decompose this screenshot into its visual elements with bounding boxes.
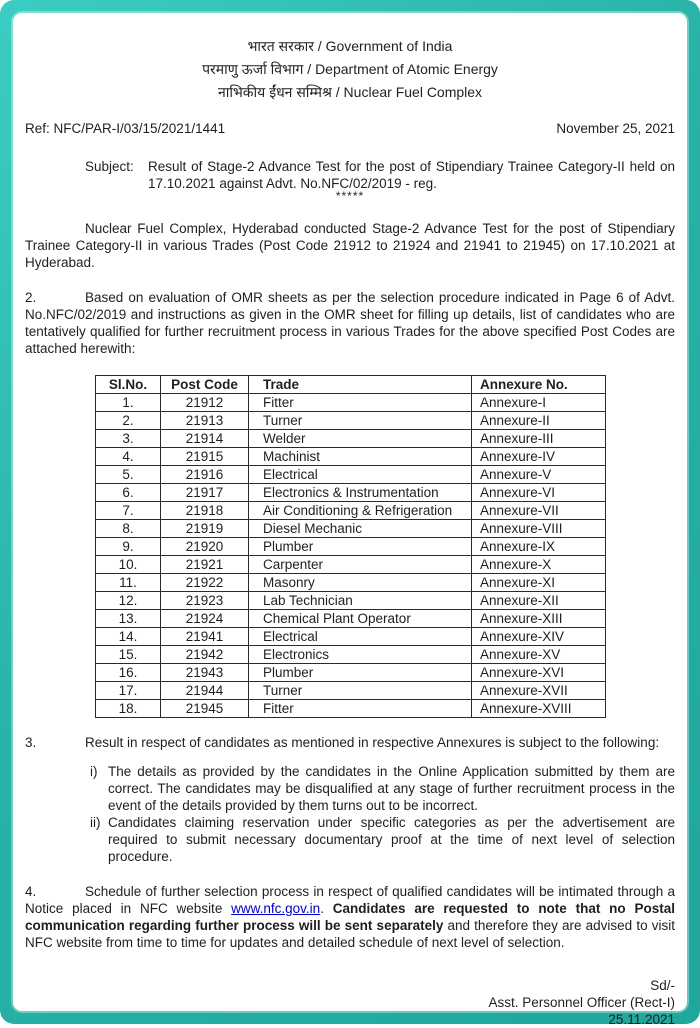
subject-label: Subject: — [85, 159, 134, 174]
ref-row — [25, 120, 675, 137]
table-cell: Annexure-XIII — [472, 610, 606, 628]
condition-marker-i: i) — [90, 764, 98, 779]
paragraph-3-text: Result in respect of candidates as mentioned in respective Annexures is subject to the following: — [85, 735, 660, 750]
table-cell: 9. — [96, 538, 161, 556]
paragraph-4-bold-text: Candidates are requested to note that no Postal communication regarding further process will be sent separately — [25, 901, 675, 933]
signature-designation: Asst. Personnel Officer (Rect-I) — [488, 995, 675, 1010]
letter-date: November 25, 2021 — [556, 121, 675, 136]
table-row — [96, 646, 606, 664]
table-cell: Annexure-I — [472, 394, 606, 412]
table-cell: 14. — [96, 628, 161, 646]
paragraph-3 — [25, 734, 675, 751]
table-cell: Annexure-X — [472, 556, 606, 574]
table-cell: 4. — [96, 448, 161, 466]
paragraph-1: Nuclear Fuel Complex, Hyderabad conducted Stage-2 Advance Test for the post of Stipendiary Trainee Category-II in various Trades (Post Code 21912 to 21924 and 21941 to 21945) on 17.10.2021 at Hyderabad. — [25, 221, 675, 270]
table-cell: Plumber — [249, 538, 472, 556]
annexure-table — [95, 375, 606, 718]
table-row — [96, 394, 606, 412]
table-cell: 10. — [96, 556, 161, 574]
column-header-slno: Sl.No. — [96, 376, 161, 394]
table-cell: 1. — [96, 394, 161, 412]
table-cell: Annexure-XVIII — [472, 700, 606, 718]
condition-text-ii: Candidates claiming reservation under specific categories as per the advertisement are required to submit necessary documentary proof at the time of next level of selection procedure. — [108, 815, 675, 864]
table-cell: 21912 — [161, 394, 249, 412]
table-cell: 21945 — [161, 700, 249, 718]
table-cell: 15. — [96, 646, 161, 664]
subject-row — [85, 158, 675, 192]
table-cell: 21924 — [161, 610, 249, 628]
table-cell: 21920 — [161, 538, 249, 556]
paragraph-4-text-2: . — [320, 901, 333, 916]
subject-separator: ***** — [335, 189, 365, 203]
table-cell: Annexure-IX — [472, 538, 606, 556]
paragraph-4-text-1: Schedule of further selection process in respect of qualified candidates will be intimated through a Notice placed in NFC website — [25, 884, 675, 916]
table-cell: 6. — [96, 484, 161, 502]
paragraph-2-number: 2. — [25, 290, 37, 305]
condition-item-i — [90, 763, 675, 814]
table-cell: Fitter — [249, 700, 472, 718]
table-cell: 21919 — [161, 520, 249, 538]
table-cell: 12. — [96, 592, 161, 610]
table-cell: 21942 — [161, 646, 249, 664]
column-header-trade: Trade — [249, 376, 472, 394]
table-cell: Electrical — [249, 466, 472, 484]
table-header-row — [96, 376, 606, 394]
table-cell: 13. — [96, 610, 161, 628]
table-cell: Electronics & Instrumentation — [249, 484, 472, 502]
paragraph-3-number: 3. — [25, 735, 37, 750]
table-row — [96, 592, 606, 610]
letterhead-nuclear-fuel-complex: नाभिकीय ईंधन सम्मिश्र / Nuclear Fuel Complex — [217, 84, 483, 100]
annexure-table-head — [96, 376, 606, 394]
table-cell: 21915 — [161, 448, 249, 466]
table-cell: Fitter — [249, 394, 472, 412]
table-cell: Annexure-II — [472, 412, 606, 430]
document-page — [13, 13, 687, 1027]
table-cell: Masonry — [249, 574, 472, 592]
paragraph-4-text-3: and therefore they are advised to visit NFC website from time to time for updates and detailed schedule of next level of selection. — [25, 918, 675, 950]
table-row — [96, 700, 606, 718]
table-cell: 11. — [96, 574, 161, 592]
letterhead — [25, 35, 675, 104]
paragraph-2 — [25, 289, 675, 357]
table-cell: 21944 — [161, 682, 249, 700]
table-cell: Annexure-VII — [472, 502, 606, 520]
table-cell: Chemical Plant Operator — [249, 610, 472, 628]
table-cell: Annexure-VIII — [472, 520, 606, 538]
table-cell: 21921 — [161, 556, 249, 574]
table-cell: Annexure-III — [472, 430, 606, 448]
table-row — [96, 556, 606, 574]
table-cell: 21943 — [161, 664, 249, 682]
table-cell: Annexure-XV — [472, 646, 606, 664]
table-row — [96, 466, 606, 484]
paragraph-4-number: 4. — [25, 884, 37, 899]
table-cell: Electronics — [249, 646, 472, 664]
table-cell: Plumber — [249, 664, 472, 682]
table-cell: Annexure-XII — [472, 592, 606, 610]
signature-block — [25, 977, 675, 1028]
table-cell: 21914 — [161, 430, 249, 448]
subject-text: Result of Stage-2 Advance Test for the post of Stipendiary Trainee Category-II held on 17.10.2021 against Advt. No.NFC/02/2019 - reg. — [148, 159, 675, 191]
table-row — [96, 574, 606, 592]
table-cell: Annexure-XVI — [472, 664, 606, 682]
table-cell: 3. — [96, 430, 161, 448]
table-cell: Carpenter — [249, 556, 472, 574]
table-cell: Annexure-VI — [472, 484, 606, 502]
table-cell: 21918 — [161, 502, 249, 520]
table-row — [96, 430, 606, 448]
table-cell: Annexure-XVII — [472, 682, 606, 700]
table-cell: Turner — [249, 412, 472, 430]
table-cell: 21923 — [161, 592, 249, 610]
table-cell: 16. — [96, 664, 161, 682]
table-cell: 21916 — [161, 466, 249, 484]
nfc-website-link[interactable]: www.nfc.gov.in — [231, 901, 321, 916]
table-cell: Annexure-V — [472, 466, 606, 484]
table-cell: 21913 — [161, 412, 249, 430]
conditions-list — [25, 763, 675, 865]
table-cell: 8. — [96, 520, 161, 538]
table-cell: Air Conditioning & Refrigeration — [249, 502, 472, 520]
table-row — [96, 538, 606, 556]
annexure-table-body — [96, 394, 606, 718]
condition-item-ii — [90, 814, 675, 865]
table-row — [96, 610, 606, 628]
table-cell: 21922 — [161, 574, 249, 592]
condition-text-i: The details as provided by the candidates in the Online Application submitted by them are correct. The candidates may be disqualified at any stage of further recruitment process in the event of the details provided by them turns out to be incorrect. — [108, 764, 675, 813]
column-header-annexure: Annexure No. — [472, 376, 606, 394]
table-cell: Electrical — [249, 628, 472, 646]
table-cell: 18. — [96, 700, 161, 718]
ref-number: Ref: NFC/PAR-I/03/15/2021/1441 — [25, 121, 226, 136]
signature-sd: Sd/- — [650, 978, 675, 993]
table-cell: Lab Technician — [249, 592, 472, 610]
letterhead-govt-of-india: भारत सरकार / Government of India — [247, 38, 453, 54]
table-cell: Annexure-IV — [472, 448, 606, 466]
table-cell: Annexure-XI — [472, 574, 606, 592]
column-header-postcode: Post Code — [161, 376, 249, 394]
signature-date: 25.11.2021 — [608, 1012, 675, 1027]
condition-marker-ii: ii) — [90, 815, 101, 830]
letterhead-dept-atomic-energy: परमाणु ऊर्जा विभाग / Department of Atomic Energy — [202, 61, 498, 77]
table-cell: 21917 — [161, 484, 249, 502]
table-row — [96, 448, 606, 466]
table-row — [96, 628, 606, 646]
table-cell: 5. — [96, 466, 161, 484]
table-cell: Diesel Mechanic — [249, 520, 472, 538]
paragraph-4 — [25, 883, 675, 951]
table-cell: Annexure-XIV — [472, 628, 606, 646]
table-row — [96, 520, 606, 538]
table-cell: 17. — [96, 682, 161, 700]
table-cell: 7. — [96, 502, 161, 520]
table-cell: Machinist — [249, 448, 472, 466]
table-row — [96, 682, 606, 700]
table-cell: 21941 — [161, 628, 249, 646]
table-cell: Turner — [249, 682, 472, 700]
table-row — [96, 484, 606, 502]
paragraph-2-text: Based on evaluation of OMR sheets as per the selection procedure indicated in Page 6 of Advt. No.NFC/02/2019 and instructions as given in the OMR sheet for filling up details, list of candidates who are tentatively qualified for further recruitment process in various Trades for the above specified Post Codes are attached herewith: — [25, 290, 675, 356]
table-row — [96, 502, 606, 520]
table-row — [96, 412, 606, 430]
table-cell: Welder — [249, 430, 472, 448]
table-row — [96, 664, 606, 682]
table-cell: 2. — [96, 412, 161, 430]
